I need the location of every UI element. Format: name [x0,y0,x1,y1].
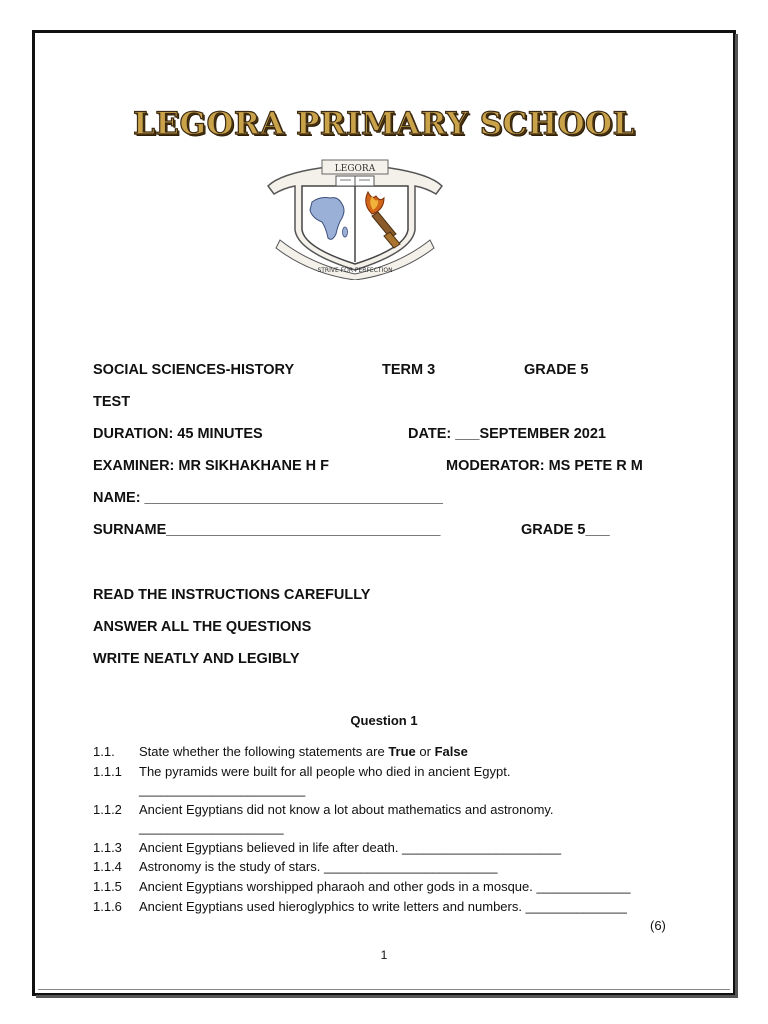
examiner-label: EXAMINER: MR SIKHAKHANE H F [93,458,330,474]
intro-false: False [434,744,468,759]
term-label: TERM 3 [382,362,436,378]
page-border-shadow-right [735,34,738,998]
moderator-label: MODERATOR: MS PETE R M [446,458,643,474]
school-crest-logo [250,152,460,280]
intro-or: or [415,744,435,759]
question-1-heading: Question 1 [350,713,418,728]
question-number: 1.1.1 [93,764,122,779]
question-number: 1.1.5 [93,879,122,894]
instruction-1: READ THE INSTRUCTIONS CAREFULLY [93,587,371,603]
svg-text:STRIVE FOR PERFECTION: STRIVE FOR PERFECTION [317,267,393,274]
school-title: LEGORA PRIMARY SCHOOL [133,106,635,142]
surname-field: SURNAME__________________________________ [93,522,441,538]
answer-blank: _______________________ [139,782,306,797]
question-number: 1.1.2 [93,802,122,817]
answer-blank: ____________________ [139,820,284,835]
page-border-shadow-bottom [36,995,738,998]
question-item-text: The pyramids were built for all people who died in ancient Egypt. [139,764,511,779]
question-item-text: Ancient Egyptians used hieroglyphics to write letters and numbers. ______________ [139,899,627,914]
marks-total: (6) [650,918,666,933]
question-number: 1.1.3 [93,840,122,855]
name-field: NAME: _____________________________________ [93,490,443,506]
page-number: 1 [380,948,388,962]
grade-class-field: GRADE 5___ [521,522,610,538]
question-number: 1.1.4 [93,859,122,874]
intro-text: State whether the following statements are [139,744,389,759]
question-item-text: Ancient Egyptians did not know a lot about mathematics and astronomy. [139,802,554,817]
date-field: DATE: ___SEPTEMBER 2021 [408,426,606,442]
question-item-text: Ancient Egyptians worshipped pharaoh and other gods in a mosque. _____________ [139,879,631,894]
question-number: 1.1. [93,744,115,759]
question-number: 1.1.6 [93,899,122,914]
test-label: TEST [93,394,131,410]
intro-true: True [388,744,416,759]
grade-label: GRADE 5 [524,362,589,378]
instruction-2: ANSWER ALL THE QUESTIONS [93,619,312,635]
subject-label: SOCIAL SCIENCES-HISTORY [93,362,295,378]
duration-label: DURATION: 45 MINUTES [93,426,263,442]
svg-text:LEGORA: LEGORA [334,164,376,174]
instruction-3: WRITE NEATLY AND LEGIBLY [93,651,300,667]
question-item-text: Astronomy is the study of stars. ________________________ [139,859,498,874]
page-border-inner-bottom [38,989,730,990]
question-item-text: Ancient Egyptians believed in life after death. ______________________ [139,840,562,855]
question-1-intro [139,744,468,759]
